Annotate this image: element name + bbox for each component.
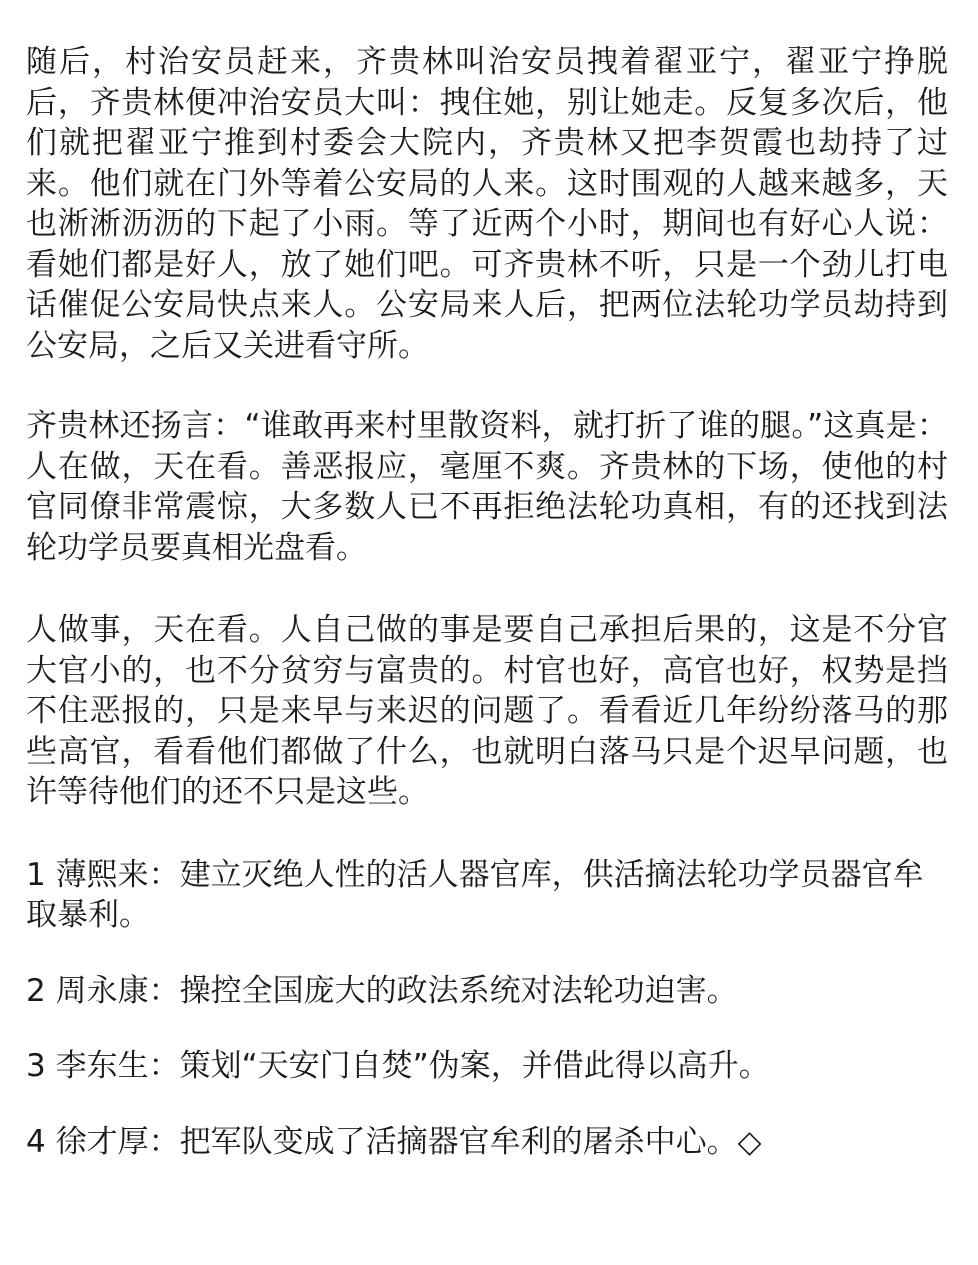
list-item: 4 徐才厚：把军队变成了活摘器官牟利的屠杀中心。◇ — [26, 1123, 762, 1160]
list-item: 1 薄熙来：建立灭绝人性的活人器官库，供活摘法轮功学员器官牟取暴利。 — [26, 856, 924, 933]
article-body — [26, 42, 948, 1197]
paragraph: 齐贵林还扬言：“谁敢再来村里散资料，就打折了谁的腿。”这真是：人在做，天在看。善恶报应，毫厘不爽。齐贵林的下场，使他的村官同僚非常震惊，大多数人已不再拒绝法轮功真相，有的还找到法轮功学员要真相光盘看。 — [26, 408, 948, 566]
paragraph: 人做事，天在看。人自己做的事是要自己承担后果的，这是不分官大官小的，也不分贫穷与富贵的。村官也好，高官也好，权势是挡不住恶报的，只是来早与来迟的问题了。看看近几年纷纷落马的那些高官，看看他们都做了什么，也就明白落马只是个迟早问题，也许等待他们的还不只是这些。 — [26, 612, 948, 810]
list-item: 3 李东生：策划“天安门自焚”伪案，并借此得以高升。 — [26, 1048, 770, 1084]
list-item: 2 周永康：操控全国庞大的政法系统对法轮功迫害。 — [26, 972, 738, 1009]
paragraph: 随后，村治安员赶来，齐贵林叫治安员拽着翟亚宁，翟亚宁挣脱后，齐贵林便冲治安员大叫：拽住她，别让她走。反复多次后，他们就把翟亚宁推到村委会大院内，齐贵林又把李贺霞也劫持了过来。他们就在门外等着公安局的人来。这时围观的人越来越多，天也淅淅沥沥的下起了小雨。等了近两个小时，期间也有好心人说：看她们都是好人，放了她们吧。可齐贵林不听，只是一个劲儿打电话催促公安局快点来人。公安局来人后，把两位法轮功学员劫持到公安局，之后又关进看守所。 — [26, 44, 948, 364]
